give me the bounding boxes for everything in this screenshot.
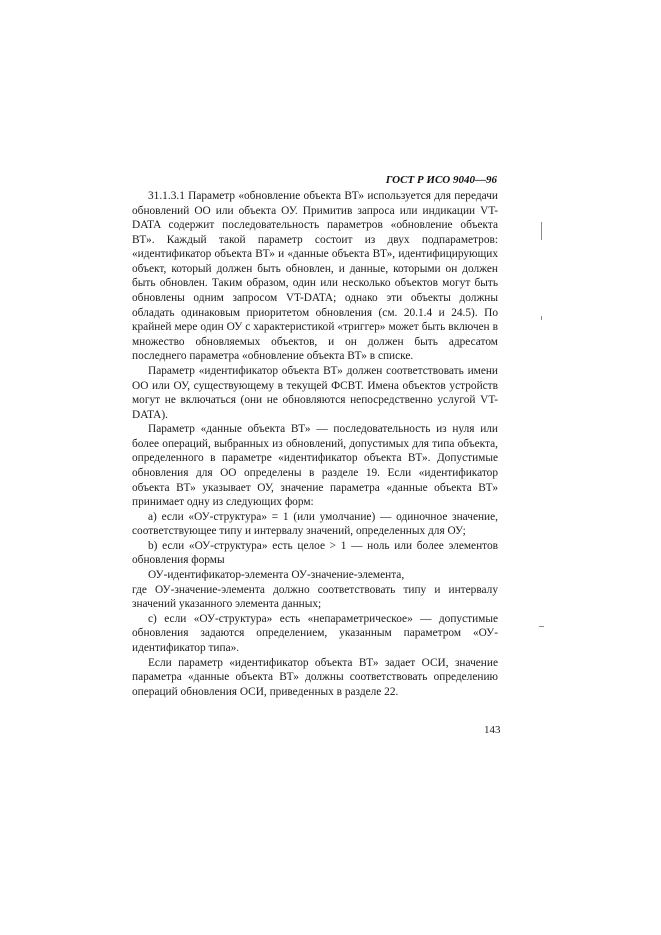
page-number: 143: [484, 724, 501, 736]
paragraph-object-identifier: Параметр «идентификатор объекта ВТ» должен соответствовать имени ОО или ОУ, существующему в текущей ФСВТ. Имена объектов устройств могут не включаться (они не обновляются непосредственно услугой VT-DATA).: [132, 364, 498, 421]
margin-mark: [541, 316, 542, 320]
paragraph-osi: Если параметр «идентификатор объекта ВТ» задает ОСИ, значение параметра «данные объекта ВТ» должны соответствовать определению операций обновления ОСИ, приведенных в разделе 22.: [132, 656, 498, 698]
margin-mark: [539, 626, 544, 627]
margin-mark: [541, 222, 542, 240]
list-item-c: с) если «ОУ-структура» есть «непараметрическое» — допустимые обновления задаются определением, указанным параметром «ОУ-идентификатор типа».: [132, 612, 498, 654]
paragraph-31-1-3-1: 31.1.3.1 Параметр «обновление объекта ВТ» используется для передачи обновлений ОО или объекта ОУ. Примитив запроса или индикации VT-DATA содержит последовательность параметров «обновление объекта ВТ». Каждый такой параметр состоит из двух подпараметров: «идентификатор объекта ВТ» и «данные объекта ВТ», идентифицирующих объект, который должен быть обновлен, и данные, которыми он должен быть обновлен. Таким образом, один или несколько объектов могут быть обновлены одним запросом VT-DATA; однако эти объекты должны обладать одинаковым приоритетом обновления (см. 20.1.4 и 24.5). По крайней мере один ОУ с характеристикой «триггер» может быть включен в множество обновляемых объектов, и он должен быть адресатом последнего параметра «обновление объекта ВТ» в списке.: [132, 190, 498, 363]
standard-header: ГОСТ Р ИСО 9040—96: [385, 174, 497, 186]
list-item-b: b) если «ОУ-структура» есть целое > 1 — ноль или более элементов обновления формы: [132, 539, 498, 567]
form-expression: ОУ-идентификатор-элемента ОУ-значение-элемента,: [148, 569, 405, 582]
form-explanation: где ОУ-значение-элемента должно соответствовать типу и интервалу значений указанного элемента данных;: [132, 583, 498, 611]
paragraph-object-data: Параметр «данные объекта ВТ» — последовательность из нуля или более операций, выбранных из обновлений, допустимых для типа объекта, определенного в параметре «идентификатор объекта ВТ». Допустимые обновления для ОО определены в разделе 19. Если «идентификатор объекта ВТ» указывает ОУ, значение параметра «данные объекта ВТ» принимает одну из следующих форм:: [132, 423, 498, 509]
list-item-a: а) если «ОУ-структура» = 1 (или умолчание) — одиночное значение, соответствующее типу и интервалу значений, определенных для ОУ;: [132, 510, 498, 538]
document-body: [132, 189, 498, 699]
